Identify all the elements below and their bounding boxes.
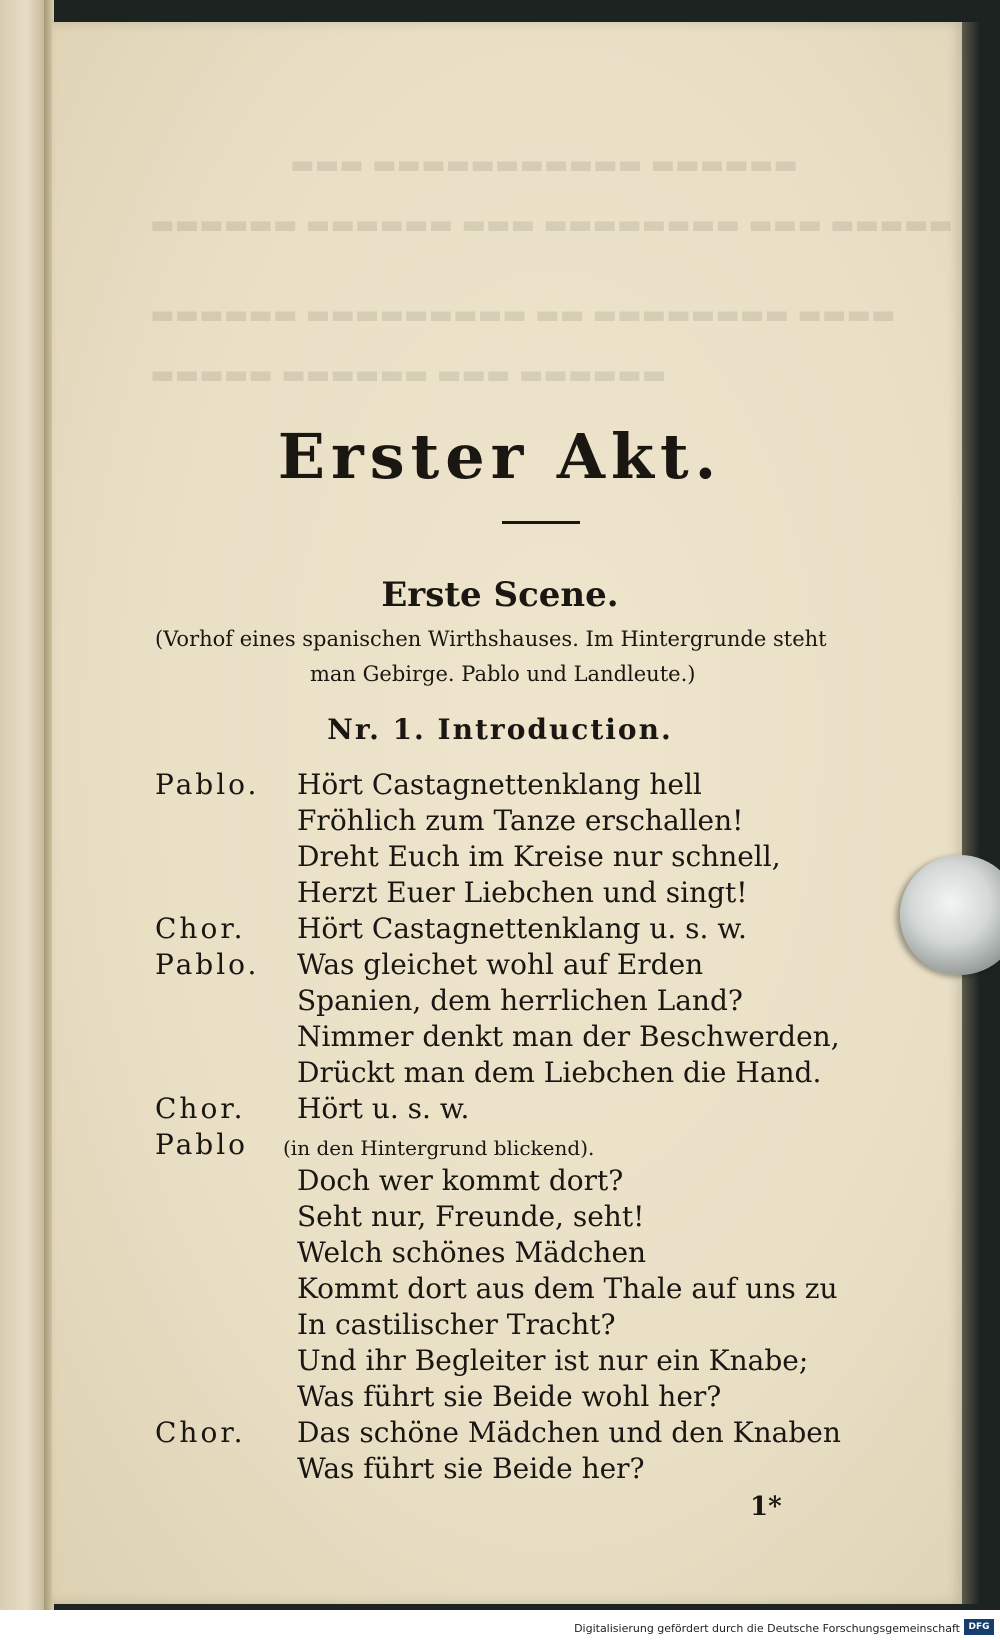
bleed-through: ▬▬▬ ▬▬▬▬▬▬▬▬▬▬▬ ▬▬▬▬▬▬ (290, 150, 798, 180)
stage-direction: man Gebirge. Pablo und Landleute.) (310, 662, 696, 686)
verse-line: Fröhlich zum Tanze erschallen! (297, 804, 744, 837)
left-page-edge (0, 0, 48, 1640)
verse-line: Kommt dort aus dem Thale auf uns zu (297, 1272, 838, 1305)
stage-direction: (Vorhof eines spanischen Wirthshauses. Im Hintergrunde steht (155, 627, 827, 651)
stage-direction: (in den Hintergrund blickend). (283, 1136, 595, 1160)
verse-line: Doch wer kommt dort? (297, 1164, 624, 1197)
title-divider (502, 521, 580, 524)
dfg-logo: DFG (964, 1619, 994, 1635)
speaker-label: Chor. (155, 1416, 246, 1449)
bleed-through: ▬▬▬▬▬▬ ▬▬▬▬▬▬▬▬▬ ▬▬ ▬▬▬▬▬▬▬▬ ▬▬▬▬ (150, 300, 896, 330)
verse-line: Herzt Euer Liebchen und singt! (297, 876, 748, 909)
speaker-label: Pablo (155, 1128, 249, 1161)
section-number: Nr. 1. Introduction. (327, 713, 673, 746)
speaker-label: Pablo. (155, 948, 260, 981)
bleed-through: ▬▬▬▬▬ ▬▬▬▬▬▬ ▬▬▬ ▬▬▬▬▬▬ (150, 360, 667, 390)
verse-line: Was gleichet wohl auf Erden (297, 948, 704, 981)
verse-line: In castilischer Tracht? (297, 1308, 616, 1341)
verse-line: Was führt sie Beide her? (297, 1452, 645, 1485)
bleed-through: ▬▬▬▬▬▬ ▬▬▬▬▬▬ ▬▬▬ ▬▬▬▬▬▬▬▬ ▬▬▬ ▬▬▬▬▬ (150, 210, 953, 240)
verse-line: Hört Castagnettenklang u. s. w. (297, 912, 747, 945)
page-edge-shadow (962, 22, 980, 1604)
verse-line: Nimmer denkt man der Beschwerden, (297, 1020, 840, 1053)
verse-line: Drückt man dem Liebchen die Hand. (297, 1056, 822, 1089)
scene-title: Erste Scene. (381, 575, 619, 615)
verse-line: Und ihr Begleiter ist nur ein Knabe; (297, 1344, 809, 1377)
verse-line: Seht nur, Freunde, seht! (297, 1200, 645, 1233)
speaker-label: Pablo. (155, 768, 260, 801)
verse-line: Das schöne Mädchen und den Knaben (297, 1416, 841, 1449)
verse-line: Was führt sie Beide wohl her? (297, 1380, 722, 1413)
verse-line: Welch schönes Mädchen (297, 1236, 647, 1269)
act-title: Erster Akt. (277, 420, 723, 493)
verse-line: Spanien, dem herrlichen Land? (297, 984, 743, 1017)
verse-line: Hört Castagnettenklang hell (297, 768, 702, 801)
speaker-label: Chor. (155, 912, 246, 945)
verse-line: Hört u. s. w. (297, 1092, 470, 1125)
speaker-label: Chor. (155, 1092, 246, 1125)
verse-line: Dreht Euch im Kreise nur schnell, (297, 840, 781, 873)
page-number: 1* (750, 1492, 782, 1522)
digitization-credit: Digitalisierung gefördert durch die Deutsche Forschungsgemeinschaft (574, 1622, 960, 1635)
